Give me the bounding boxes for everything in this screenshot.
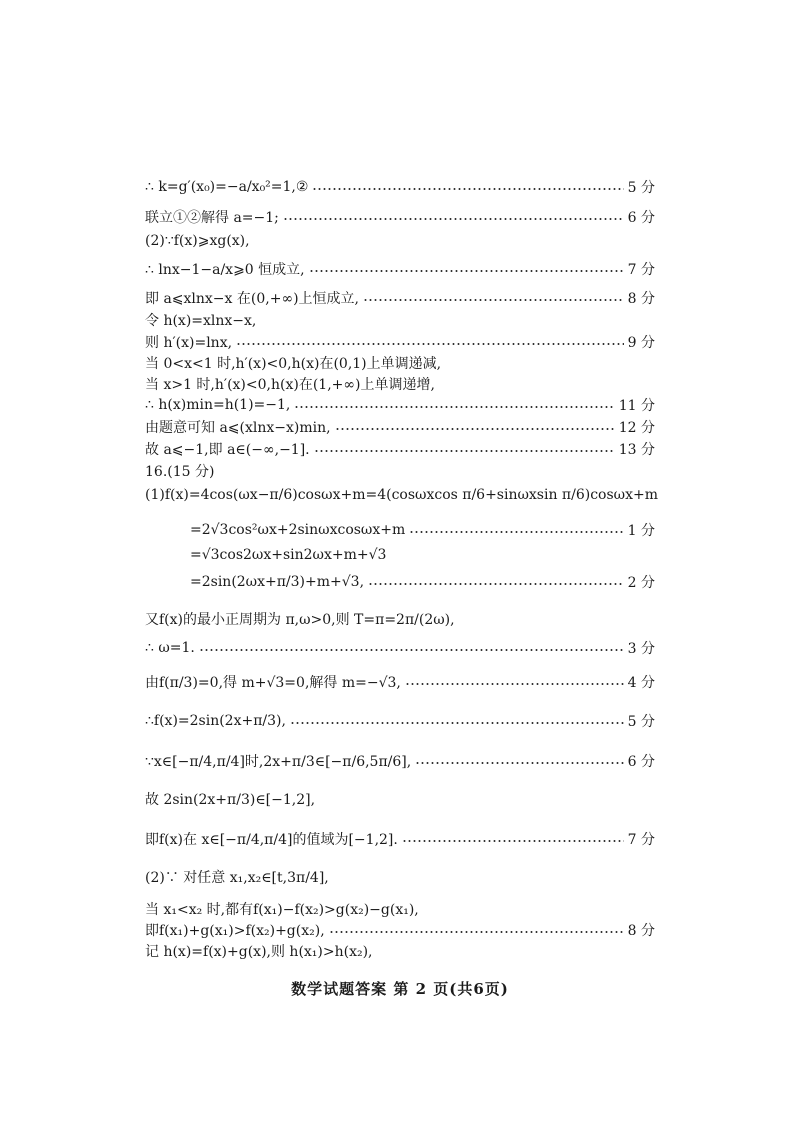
answer-line — [145, 828, 655, 850]
answer-line — [190, 571, 655, 593]
score-label: 11 分 — [618, 398, 655, 414]
answer-line — [145, 919, 655, 941]
leader-dots — [409, 531, 623, 533]
line-text: =2sin(2ωx+π/3)+m+√3, — [190, 574, 365, 590]
leader-dots — [335, 428, 615, 430]
answer-line — [145, 637, 655, 659]
line-text: 16.(15 分) — [145, 464, 215, 480]
line-text: 由f(π/3)=0,得 m+√3=0,解得 m=−√3, — [145, 675, 401, 691]
answer-line — [145, 230, 655, 252]
answer-line — [145, 394, 655, 416]
score-label: 8 分 — [627, 923, 655, 939]
question-heading — [145, 460, 655, 482]
answer-line — [145, 898, 655, 920]
score-label: 8 分 — [627, 291, 655, 307]
leader-dots — [329, 931, 624, 933]
answer-line — [145, 206, 655, 228]
score-label: 5 分 — [627, 180, 655, 196]
answer-line — [145, 373, 655, 395]
page-footer: 数学试题答案 第 2 页(共6页) — [291, 980, 509, 998]
answer-line — [145, 287, 655, 309]
leader-dots — [236, 343, 624, 345]
answer-line — [145, 866, 655, 888]
answer-line — [145, 331, 655, 353]
leader-dots — [402, 840, 624, 842]
line-text: ∴ ω=1. — [145, 640, 195, 656]
line-text: 联立①②解得 a=−1; — [145, 210, 279, 226]
line-text: 又f(x)的最小正周期为 π,ω>0,则 T=π=2π/(2ω), — [145, 612, 455, 628]
answer-line — [190, 519, 655, 541]
line-text: (1)f(x)=4cos(ωx−π/6)cosωx+m=4(cosωxcos π/6+sinωxsin π/6)cosωx+m — [145, 487, 658, 503]
leader-dots — [283, 218, 624, 220]
line-text: 故 2sin(2x+π/3)∈[−1,2], — [145, 792, 316, 808]
line-text: 记 h(x)=f(x)+g(x),则 h(x₁)>h(x₂), — [145, 944, 373, 960]
score-label: 12 分 — [618, 420, 655, 436]
line-text: ∵x∈[−π/4,π/4]时,2x+π/3∈[−π/6,5π/6], — [145, 754, 412, 770]
score-label: 4 分 — [627, 675, 655, 691]
leader-dots — [405, 683, 624, 685]
line-text: ∴ k=g′(x₀)=−a/x₀²=1,② — [145, 179, 309, 195]
answer-line — [145, 309, 655, 331]
score-label: 1 分 — [627, 523, 655, 539]
leader-dots — [290, 722, 624, 724]
line-text: 即f(x)在 x∈[−π/4,π/4]的值域为[−1,2]. — [145, 832, 398, 848]
leader-dots — [415, 762, 623, 764]
answer-line — [145, 176, 655, 198]
leader-dots — [294, 406, 614, 408]
line-text: (2)∵f(x)⩾xg(x), — [145, 233, 250, 249]
score-label: 3 分 — [627, 641, 655, 657]
answer-line — [190, 544, 655, 566]
leader-dots — [199, 649, 624, 651]
line-text: 令 h(x)=xlnx−x, — [145, 313, 257, 329]
answer-line — [145, 750, 655, 772]
line-text: 故 a⩽−1,即 a∈(−∞,−1]. — [145, 442, 310, 458]
score-label: 7 分 — [627, 262, 655, 278]
line-text: ∴f(x)=2sin(2x+π/3), — [145, 713, 286, 729]
score-label: 2 分 — [627, 575, 655, 591]
leader-dots — [363, 299, 624, 301]
line-text: 则 h′(x)=lnx, — [145, 335, 233, 351]
line-text: 即f(x₁)+g(x₁)>f(x₂)+g(x₂), — [145, 923, 325, 939]
score-label: 6 分 — [627, 754, 655, 770]
line-text: ∴ h(x)min=h(1)=−1, — [145, 397, 291, 413]
answer-line — [145, 671, 655, 693]
line-text: 即 a⩽xlnx−x 在(0,+∞)上恒成立, — [145, 291, 360, 307]
score-label: 7 分 — [627, 832, 655, 848]
line-text: (2)∵ 对任意 x₁,x₂∈[t,3π/4], — [145, 870, 329, 886]
line-text: =2√3cos²ωx+2sinωxcosωx+m — [190, 522, 406, 538]
answer-line — [145, 608, 655, 630]
score-label: 6 分 — [627, 210, 655, 226]
score-label: 9 分 — [627, 335, 655, 351]
answer-line — [145, 710, 655, 732]
leader-dots — [312, 188, 623, 190]
leader-dots — [368, 583, 624, 585]
answer-line — [145, 438, 655, 460]
leader-dots — [309, 270, 624, 272]
answer-line — [145, 940, 655, 962]
score-label: 5 分 — [627, 714, 655, 730]
line-text: ∴ lnx−1−a/x⩾0 恒成立, — [145, 262, 305, 278]
answer-line — [145, 484, 658, 506]
line-text: 当 x₁<x₂ 时,都有f(x₁)−f(x₂)>g(x₂)−g(x₁), — [145, 902, 419, 918]
line-text: 由题意可知 a⩽(xlnx−x)min, — [145, 420, 331, 436]
line-text: 当 0<x<1 时,h′(x)<0,h(x)在(0,1)上单调递减, — [145, 356, 442, 372]
answer-line — [145, 352, 655, 374]
answer-line — [145, 416, 655, 438]
answer-line — [145, 788, 655, 810]
line-text: 当 x>1 时,h′(x)<0,h(x)在(1,+∞)上单调递增, — [145, 377, 435, 393]
line-text: =√3cos2ωx+sin2ωx+m+√3 — [190, 547, 387, 563]
answer-line — [145, 258, 655, 280]
leader-dots — [314, 450, 615, 452]
score-label: 13 分 — [618, 442, 655, 458]
